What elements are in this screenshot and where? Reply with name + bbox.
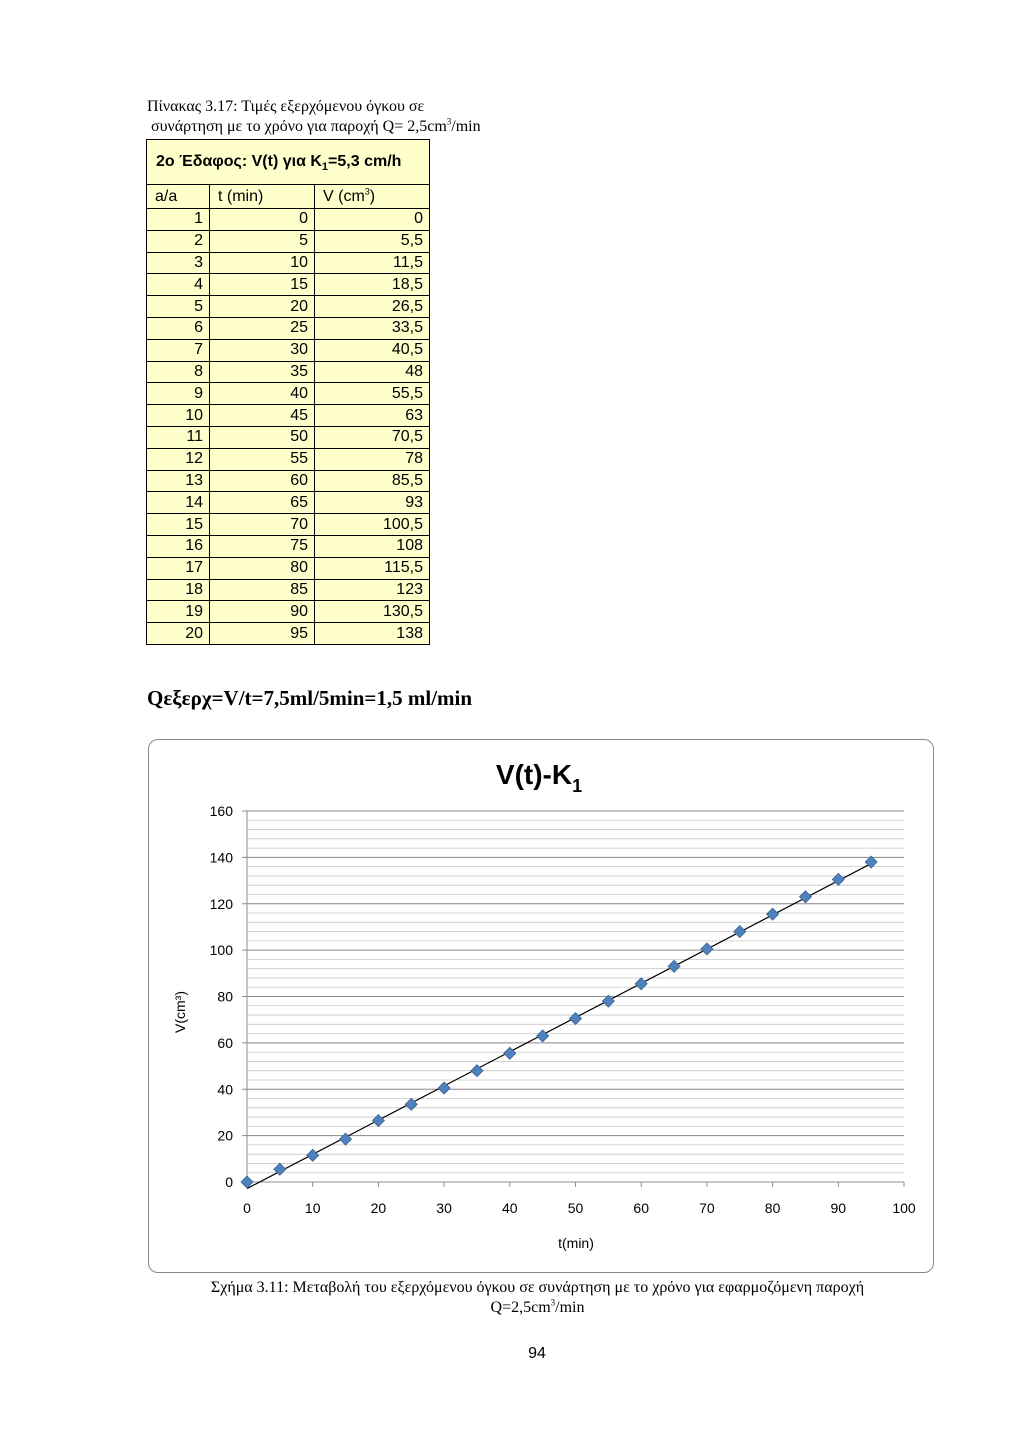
table-row xyxy=(147,601,430,623)
data-point xyxy=(767,908,779,920)
x-tick-label: 70 xyxy=(699,1200,715,1216)
data-point xyxy=(405,1098,417,1110)
cell-volume: 26,5 xyxy=(315,296,430,318)
x-tick-label: 10 xyxy=(304,1200,321,1216)
x-tick-label: 50 xyxy=(567,1200,584,1216)
cell-time: 75 xyxy=(210,535,315,557)
cell-index: 7 xyxy=(147,339,210,361)
table-row xyxy=(147,448,430,470)
cell-index: 6 xyxy=(147,317,210,339)
data-point xyxy=(635,978,647,990)
data-point xyxy=(307,1149,319,1161)
y-tick-label: 20 xyxy=(217,1127,233,1144)
figure-caption-line2: $Q=2,5cm^3/\min$ xyxy=(490,1297,585,1316)
data-point xyxy=(701,943,713,955)
table-row xyxy=(147,252,430,274)
cell-volume: 55,5 xyxy=(315,383,430,405)
data-point xyxy=(537,1030,549,1042)
scatter-chart xyxy=(149,740,935,1274)
cell-index: 5 xyxy=(147,296,210,318)
y-tick-label: 160 xyxy=(209,803,233,819)
cell-index: 9 xyxy=(147,383,210,405)
col-header-volume: V $(cm^3)$ xyxy=(315,185,430,209)
cell-volume: 115,5 xyxy=(315,557,430,579)
figure-caption xyxy=(150,1278,925,1318)
cell-time: 0 xyxy=(210,209,315,231)
table-caption-line2: συνάρτηση με το χρόνο για παροχή $Q= 2,5cm^3/\min$ xyxy=(151,116,481,135)
cell-index: 11 xyxy=(147,426,210,448)
data-point xyxy=(668,960,680,972)
cell-volume: 63 xyxy=(315,405,430,427)
cell-volume: 138 xyxy=(315,623,430,645)
data-point xyxy=(832,873,844,885)
figure-caption-line1: Σχήμα 3.11: Μεταβολή του εξερχόμενου όγκου σε συνάρτηση με το χρόνο για εφαρμοζόμενη παροχή xyxy=(210,1279,865,1296)
data-point xyxy=(799,891,811,903)
cell-time: 15 xyxy=(210,274,315,296)
table-row xyxy=(147,492,430,514)
cell-index: 1 xyxy=(147,209,210,231)
x-tick-label: 60 xyxy=(633,1200,649,1216)
cell-index: 20 xyxy=(147,623,210,645)
table-caption-line1: Πίνακας 3.17: Τιμές εξερχόμενου όγκου σε xyxy=(147,98,425,115)
cell-volume: 85,5 xyxy=(315,470,430,492)
cell-index: 15 xyxy=(147,514,210,536)
cell-index: 17 xyxy=(147,557,210,579)
table-row xyxy=(147,317,430,339)
cell-time: 55 xyxy=(210,448,315,470)
cell-index: 13 xyxy=(147,470,210,492)
cell-volume: 5,5 xyxy=(315,230,430,252)
flow-formula: Qεξερχ=V/t=7,5ml/5min=1,5 ml/min xyxy=(147,686,473,710)
table-title: 2ο Έδαφος: V(t) για $K_1=5,3$ cm/h xyxy=(147,140,430,185)
cell-time: 85 xyxy=(210,579,315,601)
table-row xyxy=(147,361,430,383)
cell-index: 14 xyxy=(147,492,210,514)
page-number: 94 xyxy=(528,1345,546,1362)
cell-time: 80 xyxy=(210,557,315,579)
table-row xyxy=(147,274,430,296)
cell-volume: 18,5 xyxy=(315,274,430,296)
cell-volume: 70,5 xyxy=(315,426,430,448)
y-tick-label: 100 xyxy=(209,942,233,959)
y-tick-label: 0 xyxy=(225,1174,233,1190)
data-point xyxy=(734,926,746,938)
table-row xyxy=(147,579,430,601)
table-row xyxy=(147,383,430,405)
cell-time: 5 xyxy=(210,230,315,252)
cell-volume: 48 xyxy=(315,361,430,383)
cell-index: 12 xyxy=(147,448,210,470)
cell-index: 10 xyxy=(147,405,210,427)
cell-volume: 93 xyxy=(315,492,430,514)
cell-time: 35 xyxy=(210,361,315,383)
cell-volume: 0 xyxy=(315,209,430,231)
chart-container xyxy=(148,739,934,1273)
cell-time: 45 xyxy=(210,405,315,427)
x-axis-label: t(min) xyxy=(558,1235,594,1251)
col-header-time: t (min) xyxy=(210,185,315,209)
x-tick-label: 80 xyxy=(764,1200,781,1216)
table-row xyxy=(147,623,430,645)
cell-time: 50 xyxy=(210,426,315,448)
cell-index: 18 xyxy=(147,579,210,601)
table-row xyxy=(147,470,430,492)
table-row xyxy=(147,296,430,318)
y-tick-label: 40 xyxy=(217,1081,233,1098)
cell-time: 40 xyxy=(210,383,315,405)
table-row xyxy=(147,514,430,536)
cell-time: 70 xyxy=(210,514,315,536)
cell-volume: 100,5 xyxy=(315,514,430,536)
y-tick-label: 120 xyxy=(209,895,233,912)
cell-volume: 123 xyxy=(315,579,430,601)
cell-time: 60 xyxy=(210,470,315,492)
table-caption xyxy=(147,97,567,137)
cell-time: 90 xyxy=(210,601,315,623)
table-row xyxy=(147,535,430,557)
data-point xyxy=(570,1013,582,1025)
cell-index: 2 xyxy=(147,230,210,252)
table-row xyxy=(147,426,430,448)
table-row xyxy=(147,339,430,361)
x-tick-label: 40 xyxy=(502,1200,518,1216)
cell-index: 3 xyxy=(147,252,210,274)
table-row xyxy=(147,209,430,231)
x-tick-label: 100 xyxy=(892,1200,916,1216)
cell-volume: 33,5 xyxy=(315,317,430,339)
cell-volume: 40,5 xyxy=(315,339,430,361)
cell-index: 16 xyxy=(147,535,210,557)
cell-index: 19 xyxy=(147,601,210,623)
cell-volume: 108 xyxy=(315,535,430,557)
cell-volume: 11,5 xyxy=(315,252,430,274)
x-tick-label: 20 xyxy=(370,1200,387,1216)
x-tick-label: 0 xyxy=(243,1200,251,1216)
cell-time: 65 xyxy=(210,492,315,514)
chart-title: $V(t)-K_1$ xyxy=(495,759,583,796)
cell-index: 4 xyxy=(147,274,210,296)
cell-time: 25 xyxy=(210,317,315,339)
table-row xyxy=(147,405,430,427)
col-header-index: a/a xyxy=(147,185,210,209)
y-tick-label: 60 xyxy=(217,1034,233,1051)
y-axis-label: V(cm³) xyxy=(172,991,188,1033)
x-tick-label: 30 xyxy=(436,1200,452,1216)
x-tick-label: 90 xyxy=(830,1200,847,1216)
cell-volume: 130,5 xyxy=(315,601,430,623)
table-row xyxy=(147,557,430,579)
cell-time: 10 xyxy=(210,252,315,274)
cell-time: 95 xyxy=(210,623,315,645)
cell-time: 30 xyxy=(210,339,315,361)
y-tick-label: 140 xyxy=(209,849,233,866)
cell-index: 8 xyxy=(147,361,210,383)
data-point xyxy=(372,1115,384,1127)
cell-time: 20 xyxy=(210,296,315,318)
table-row xyxy=(147,230,430,252)
cell-volume: 78 xyxy=(315,448,430,470)
data-table xyxy=(146,139,430,645)
y-tick-label: 80 xyxy=(217,988,233,1005)
